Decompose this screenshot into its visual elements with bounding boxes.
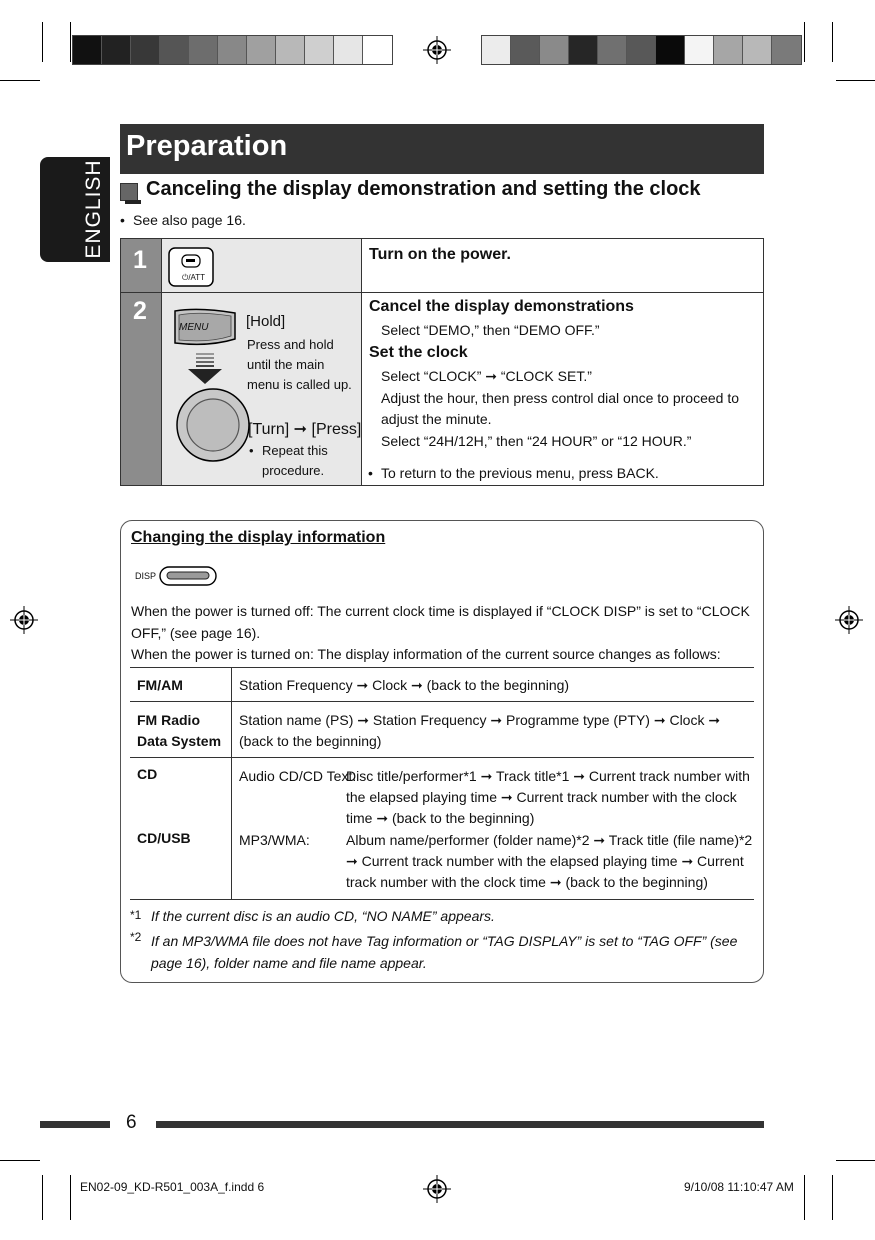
steps-table xyxy=(120,238,764,486)
desc-cell: Station name (PS) ➞ Station Frequency ➞ Programme type (PTY) ➞ Clock ➞ (back to the beginning) xyxy=(232,702,755,758)
mp3-format-label: MP3/WMA: xyxy=(239,832,310,848)
footnote-1-text: If the current disc is an audio CD, “NO NAME” appears. xyxy=(151,908,495,924)
cancel-demo-text: Select “DEMO,” then “DEMO OFF.” xyxy=(381,322,600,338)
set-clock-heading: Set the clock xyxy=(369,344,468,361)
see-also-note: • See also page 16. xyxy=(133,212,246,228)
language-tab-label: ENGLISH xyxy=(82,159,105,259)
power-off-text: When the power is turned off: The current clock time is displayed if “CLOCK DISP” is set to “CLOCK OFF,” (see page 16). xyxy=(131,603,750,641)
source-cell: FM Radio Data System xyxy=(137,712,222,749)
step-number: 1 xyxy=(133,246,147,274)
crop-mark xyxy=(0,1160,40,1161)
section-square-icon xyxy=(120,183,138,201)
display-info-title: Changing the display information xyxy=(131,529,386,546)
page-number: 6 xyxy=(126,1112,137,1133)
source-cell: FM/AM xyxy=(137,677,183,693)
table-row xyxy=(130,758,754,900)
turn-press-label: [Turn] ➞ [Press] xyxy=(248,421,362,438)
crop-mark xyxy=(70,22,71,62)
footer-bar-right xyxy=(156,1121,764,1128)
down-arrow-icon xyxy=(186,351,224,385)
set-clock-text-1: Select “CLOCK” ➞ “CLOCK SET.” xyxy=(381,368,592,384)
repeat-note: • Repeat this procedure. xyxy=(262,441,342,481)
crop-mark xyxy=(0,80,40,81)
set-clock-text-2: Adjust the hour, then press control dial once to proceed to adjust the minute. xyxy=(381,390,740,427)
grayscale-bar xyxy=(72,35,393,65)
registration-mark-icon xyxy=(423,1175,451,1203)
crop-mark xyxy=(832,1175,833,1220)
crop-mark xyxy=(804,1175,805,1220)
step-number-column xyxy=(121,239,161,485)
table-row xyxy=(130,668,754,702)
page-title: Preparation xyxy=(126,130,288,162)
page-title-bar xyxy=(120,124,764,174)
step-1-heading: Turn on the power. xyxy=(369,246,511,263)
registration-mark-icon xyxy=(423,36,451,64)
power-on-text: When the power is turned on: The display information of the current source changes as follows: xyxy=(131,646,721,662)
registration-mark-icon xyxy=(835,606,863,634)
crop-mark xyxy=(70,1175,71,1220)
hold-description: Press and hold until the main menu is called up. xyxy=(247,337,352,392)
crop-mark xyxy=(836,1160,875,1161)
cd-format-desc: Disc title/performer*1 ➞ Track title*1 ➞ Current track number with the elapsed playing time ➞ Current track number with the clock time ➞ (back to the beginning) xyxy=(346,768,750,826)
section-title: Canceling the display demonstration and setting the clock xyxy=(146,178,701,200)
step-number: 2 xyxy=(133,297,147,325)
crop-mark xyxy=(832,22,833,62)
disp-button-label: DISP xyxy=(135,571,157,581)
control-dial-icon xyxy=(175,387,251,463)
back-note: • To return to the previous menu, press BACK. xyxy=(381,463,659,484)
disp-button-icon xyxy=(159,566,217,586)
footnote-2-mark: *2 xyxy=(130,930,142,944)
mp3-format-desc: Album name/performer (folder name)*2 ➞ Track title (file name)*2 ➞ Current track number with the elapsed playing time ➞ Current track number with the clock time ➞ (back to the beginning) xyxy=(346,832,753,890)
crop-mark xyxy=(42,22,43,62)
source-cell-cd: CD xyxy=(137,766,158,782)
footer-bar-left xyxy=(40,1121,110,1128)
crop-mark xyxy=(42,1175,43,1220)
footnote-2-text: If an MP3/WMA file does not have Tag information or “TAG DISPLAY” is set to “TAG OFF” (see page 16), folder name and file name appear. xyxy=(151,933,738,971)
source-display-table xyxy=(130,667,754,900)
menu-button-label: MENU xyxy=(179,322,209,333)
slug-file-info: EN02-09_KD-R501_003A_f.indd 6 xyxy=(80,1180,265,1194)
cd-format-label: Audio CD/CD Text: xyxy=(239,768,357,784)
cancel-demo-heading: Cancel the display demonstrations xyxy=(369,298,634,315)
source-cell-cd-usb: CD/USB xyxy=(137,830,191,846)
color-bar xyxy=(481,35,802,65)
power-button-label: ⏻/ATT xyxy=(182,273,206,282)
desc-cell: Station Frequency ➞ Clock ➞ (back to the beginning) xyxy=(232,668,755,702)
crop-mark xyxy=(836,80,875,81)
crop-mark xyxy=(804,22,805,62)
registration-mark-icon xyxy=(10,606,38,634)
slug-timestamp: 9/10/08 11:10:47 AM xyxy=(684,1180,794,1194)
table-row xyxy=(130,702,754,758)
hold-label: [Hold] xyxy=(246,313,286,330)
language-tab xyxy=(40,157,110,262)
set-clock-text-3: Select “24H/12H,” then “24 HOUR” or “12 HOUR.” xyxy=(381,433,692,449)
footnote-1-mark: *1 xyxy=(130,908,142,922)
